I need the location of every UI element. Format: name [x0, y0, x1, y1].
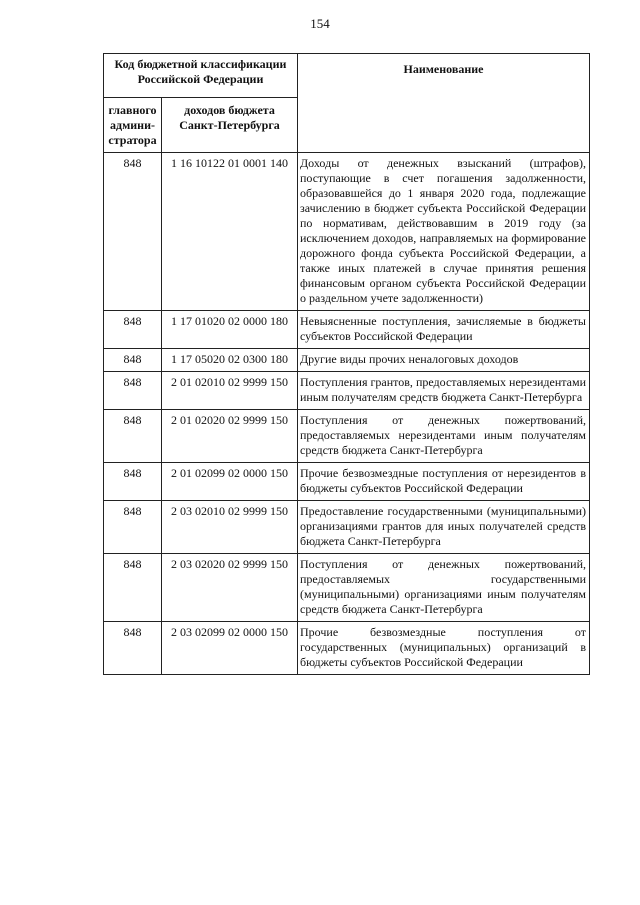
header-revenue: доходов бюджета Санкт-Петербурга: [162, 98, 298, 153]
table-row: [104, 410, 590, 463]
revenue-code: 2 01 02010 02 9999 150: [162, 372, 298, 410]
table-row: [104, 501, 590, 554]
revenue-name: Другие виды прочих неналоговых доходов: [298, 349, 590, 372]
admin-code: 848: [104, 372, 162, 410]
revenue-name: Невыясненные поступления, зачисляемые в бюджеты субъектов Российской Федерации: [298, 311, 590, 349]
table-row: [104, 153, 590, 311]
revenue-code: 2 01 02099 02 0000 150: [162, 463, 298, 501]
revenue-name: Прочие безвозмездные поступления от нерезидентов в бюджеты субъектов Российской Федерации: [298, 463, 590, 501]
admin-code: 848: [104, 410, 162, 463]
table-row: [104, 622, 590, 675]
revenue-code: 1 17 01020 02 0000 180: [162, 311, 298, 349]
revenue-code: 2 03 02020 02 9999 150: [162, 554, 298, 622]
table-row: [104, 554, 590, 622]
admin-code: 848: [104, 349, 162, 372]
admin-code: 848: [104, 463, 162, 501]
page-number: 154: [310, 16, 330, 31]
table-body: [104, 153, 590, 675]
revenue-code: 2 01 02020 02 9999 150: [162, 410, 298, 463]
revenue-name: Поступления от денежных пожертвований, предоставляемых нерезидентами иным получателям средств бюджета Санкт-Петербурга: [298, 410, 590, 463]
header-admin: главного админи-стратора: [104, 98, 162, 153]
budget-classification-table: [103, 53, 590, 675]
table-row: [104, 372, 590, 410]
revenue-name: Поступления грантов, предоставляемых нерезидентами иным получателям средств бюджета Санкт-Петербурга: [298, 372, 590, 410]
revenue-name: Доходы от денежных взысканий (штрафов), поступающие в счет погашения задолженности, образовавшейся до 1 января 2020 года, подлежащие зачислению в бюджет субъекта Российской Федерации по нормативам, действовавшим в 2019 году (за исключением доходов, направляемых на формирование дорожного фонда субъекта Российской Федерации, а также иных платежей в случае принятия решения финансовым органом субъекта Российской Федерации о раздельном учете задолженности): [298, 153, 590, 311]
revenue-name: Предоставление государственными (муниципальными) организациями грантов для иных получателей средств бюджета Санкт-Петербурга: [298, 501, 590, 554]
table-row: [104, 463, 590, 501]
admin-code: 848: [104, 311, 162, 349]
table-header: [104, 54, 590, 153]
revenue-name: Поступления от денежных пожертвований, предоставляемых государственными (муниципальными) организациями иным получателям средств бюджета Санкт-Петербурга: [298, 554, 590, 622]
admin-code: 848: [104, 622, 162, 675]
table-row: [104, 311, 590, 349]
header-name: Наименование: [298, 54, 590, 153]
admin-code: 848: [104, 501, 162, 554]
admin-code: 848: [104, 153, 162, 311]
header-code-group: Код бюджетной классификации Российской Федерации: [104, 54, 298, 98]
revenue-code: 2 03 02010 02 9999 150: [162, 501, 298, 554]
admin-code: 848: [104, 554, 162, 622]
revenue-code: 1 17 05020 02 0300 180: [162, 349, 298, 372]
revenue-code: 2 03 02099 02 0000 150: [162, 622, 298, 675]
revenue-name: Прочие безвозмездные поступления от государственных (муниципальных) организаций в бюджеты субъектов Российской Федерации: [298, 622, 590, 675]
revenue-code: 1 16 10122 01 0001 140: [162, 153, 298, 311]
table-row: [104, 349, 590, 372]
